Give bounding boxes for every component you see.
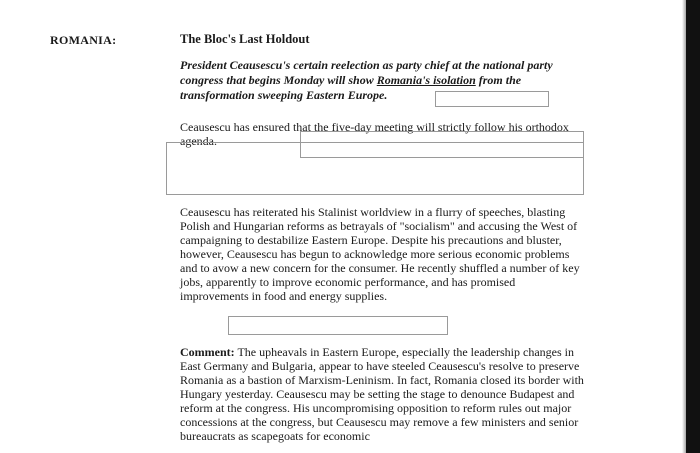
paragraph-agenda: Ceausescu has ensured that the five-day meeting will strictly follow his orthodox agenda. — [180, 120, 569, 148]
lead-emphasis: Romania's isolation — [376, 73, 476, 87]
comment-text: The upheavals in Eastern Europe, especially the leadership changes in East Germany and Bulgaria, appear to have steeled Ceausescu's resolve to preserve Romania as a bastion of Marxism-Leninism. In fact, Romania closed its border with Hungary yesterday. Ceausescu may be setting the stage to denounce Budapest and reform at the congress. His uncompromising opposition to reform rules out major concessions at the congress, but Ceausescu may remove a few ministers and senior bureaucrats as scapegoats for economic — [180, 345, 584, 443]
comment-label: Comment: — [180, 345, 235, 359]
article-title: The Bloc's Last Holdout — [180, 32, 310, 46]
paragraph-comment — [180, 345, 585, 443]
redaction-box — [166, 142, 584, 195]
redaction-box — [228, 316, 448, 335]
scan-edge — [686, 0, 700, 453]
lead-text-before: President Ceausescu's certain reelection as party chief at the national party congress that begins Monday will show — [180, 58, 553, 87]
redaction-box — [435, 91, 549, 107]
country-heading: ROMANIA: — [50, 33, 117, 47]
paragraph-worldview: Ceausescu has reiterated his Stalinist worldview in a flurry of speeches, blasting Polish and Hungarian reforms as betrayals of "socialism" and accusing the West of campaigning to destabilize Eastern Europe. Despite his precautions and bluster, however, Ceausescu has begun to acknowledge more serious economic problems and to avow a new concern for the consumer. He recently shuffled a number of key jobs, apparently to improve economic performance, and has promised improvements in food and energy supplies. — [180, 205, 580, 303]
lead-text-after: from the transformation sweeping Eastern Europe. — [180, 73, 522, 102]
